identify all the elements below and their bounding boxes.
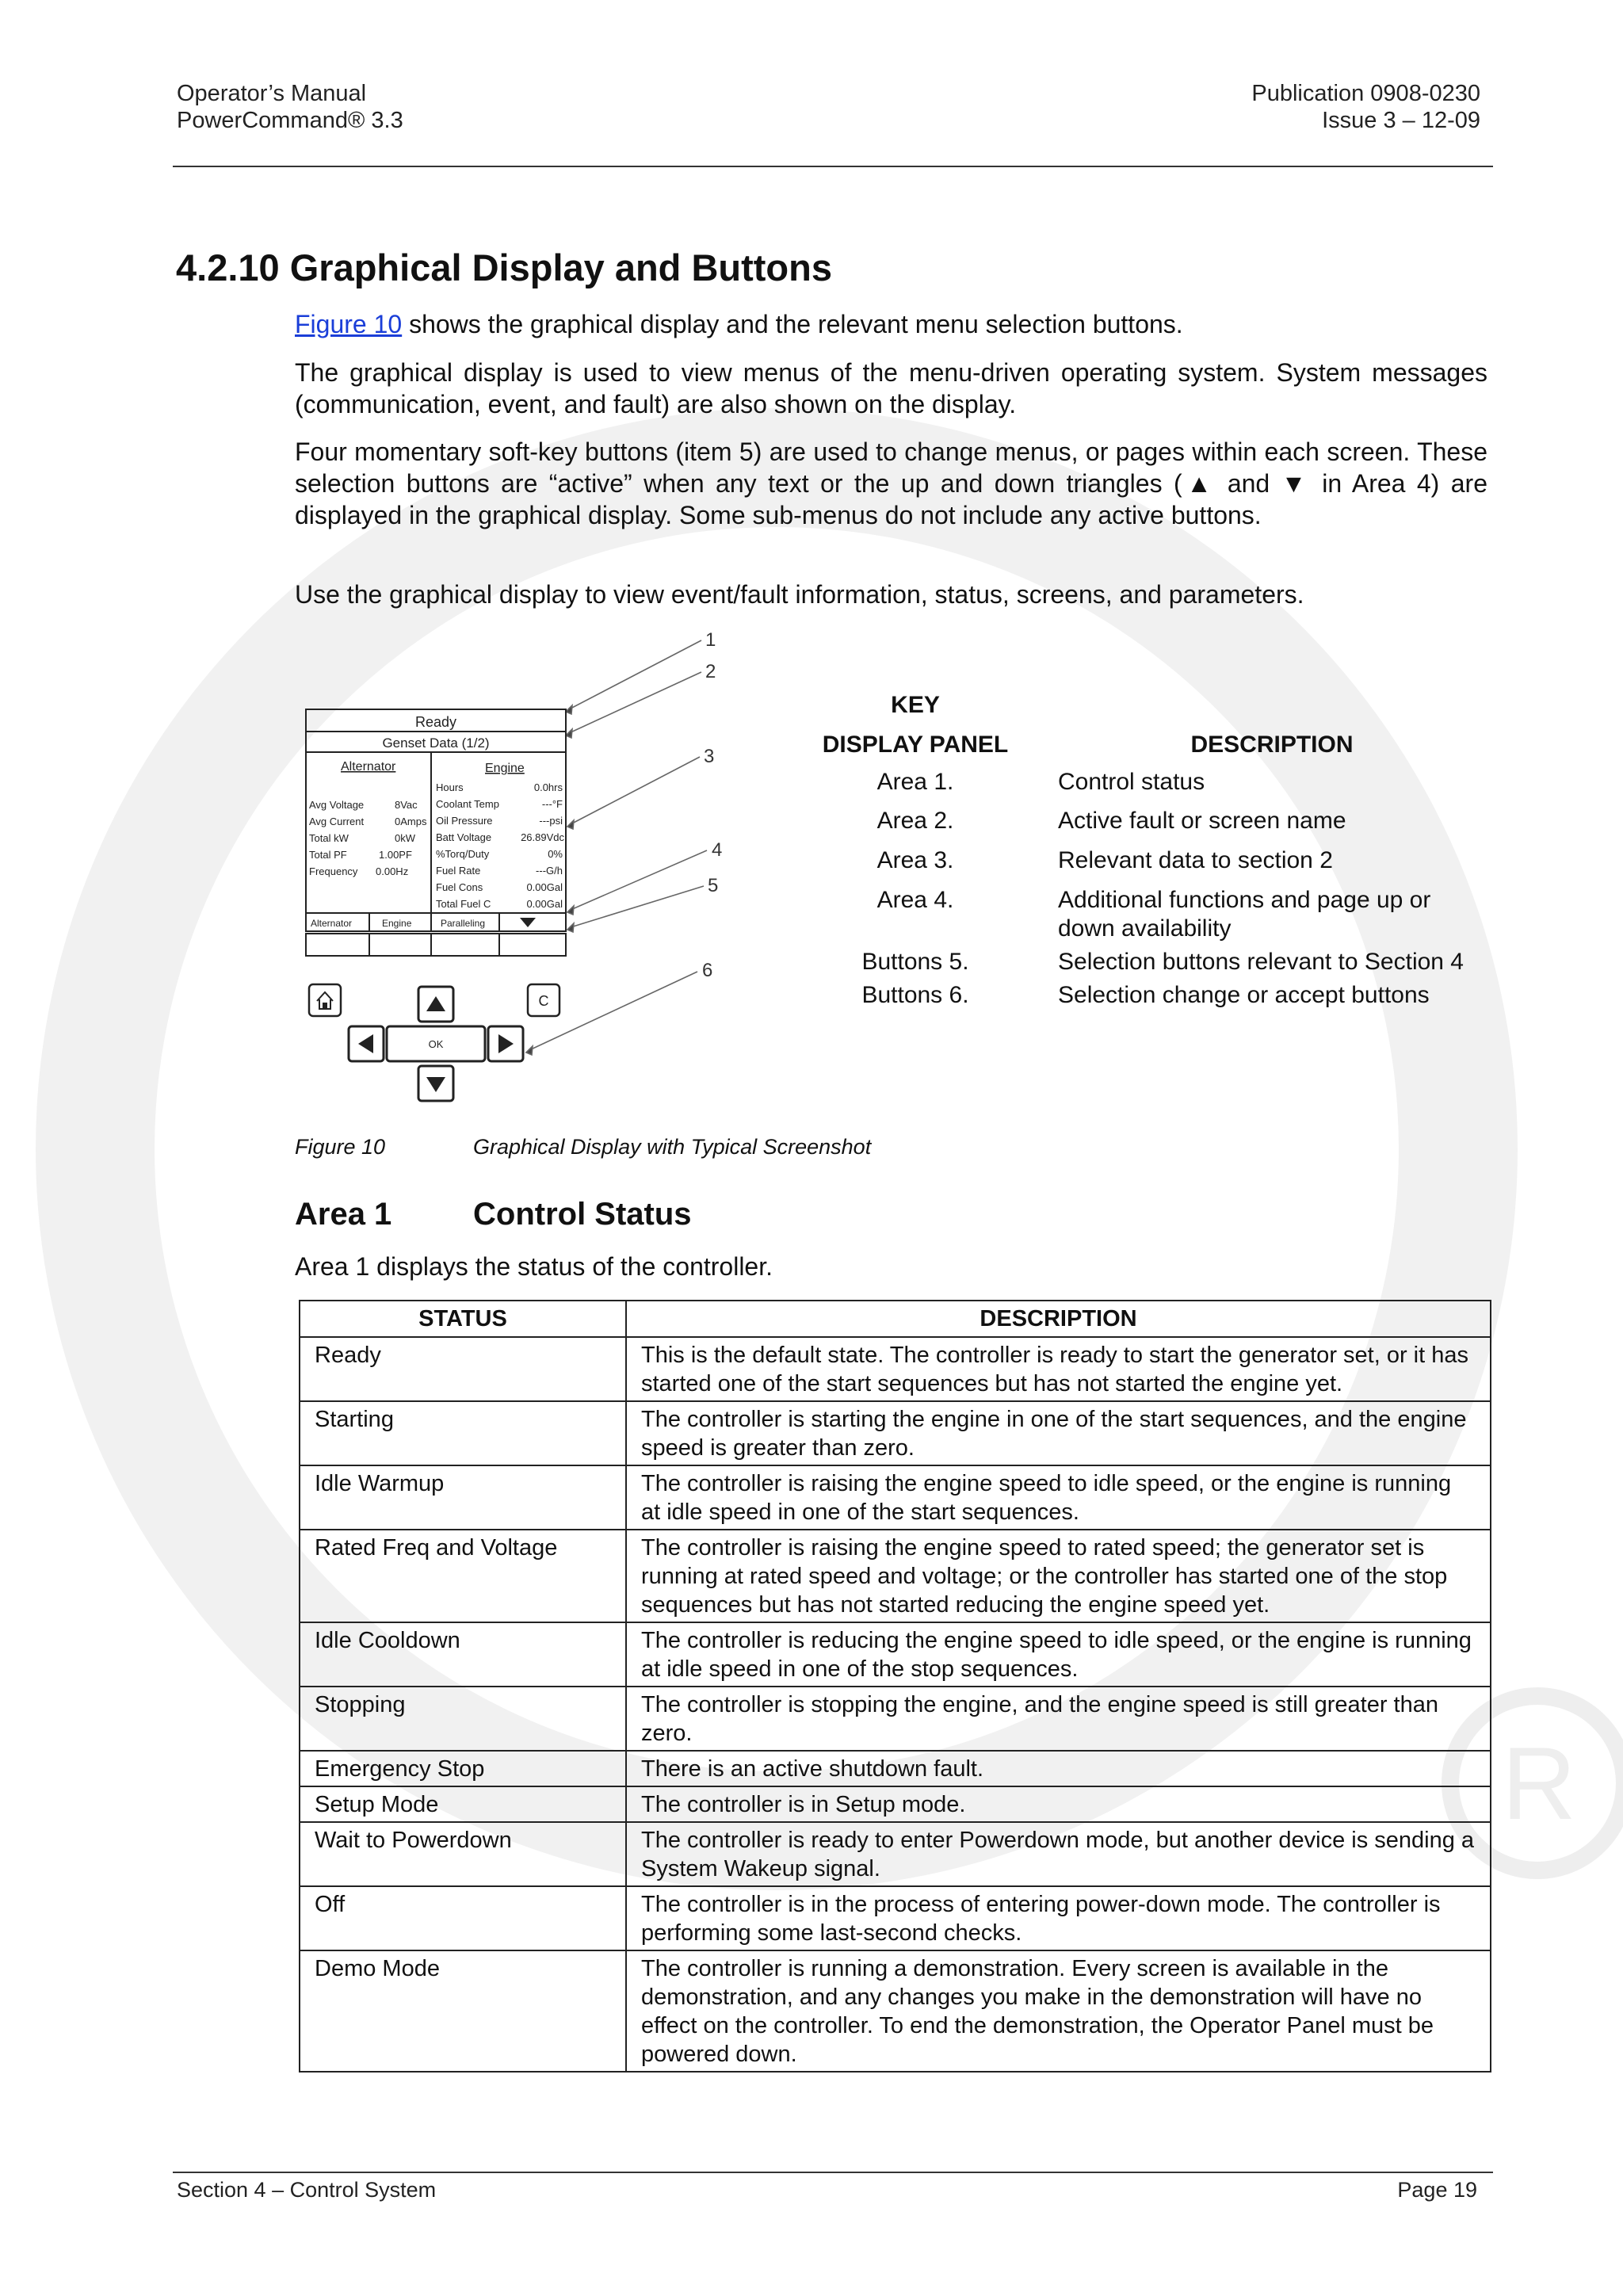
softkey-label-alternator: Alternator	[311, 918, 353, 929]
status-cell: Idle Warmup	[300, 1465, 626, 1530]
intro-paragraph-text: shows the graphical display and the relevant menu selection buttons.	[402, 310, 1183, 338]
callout-2: 2	[705, 661, 716, 682]
key-col-description-header: DESCRIPTION	[1190, 732, 1354, 758]
alt-row-label: Avg Voltage	[309, 799, 365, 811]
callout-4: 4	[712, 839, 723, 861]
section-title: 4.2.10 Graphical Display and Buttons	[176, 246, 832, 288]
home-button[interactable]	[309, 984, 341, 1016]
screen-col-engine: Engine	[485, 762, 525, 775]
eng-row-label: %Torq/Duty	[436, 848, 490, 860]
cancel-button[interactable]	[528, 984, 559, 1016]
header-rule	[173, 166, 1493, 167]
eng-row-value: 0.0hrs	[533, 781, 563, 793]
footer-page-number: Page 19	[1397, 2178, 1477, 2202]
intro-paragraph	[295, 308, 1487, 340]
page-down-triangle-icon	[520, 918, 536, 927]
key-desc-cell: Relevant data to section 2	[1058, 847, 1333, 873]
eng-row-value: ---G/h	[536, 865, 563, 877]
screen-status-text: Ready	[414, 714, 457, 730]
figure-caption-text: Graphical Display with Typical Screenshot	[473, 1135, 872, 1159]
description-cell: The controller is in the process of entering power-down mode. The controller is performing some last-second checks.	[626, 1886, 1491, 1950]
key-desc-cell: Selection buttons relevant to Section 4	[1058, 949, 1464, 975]
key-desc-cell: Control status	[1058, 769, 1205, 795]
softkey-label-engine: Engine	[382, 918, 412, 929]
callout-5: 5	[708, 875, 719, 896]
footer-rule	[173, 2172, 1493, 2173]
up-button[interactable]	[418, 987, 453, 1022]
description-cell: The controller is raising the engine speed to idle speed, or the engine is running at idle speed in one of the start sequences.	[626, 1465, 1491, 1530]
description-cell: The controller is reducing the engine speed to idle speed, or the engine is running at idle speed in one of the stop sequences.	[626, 1622, 1491, 1687]
description-cell: The controller is running a demonstration. Every screen is available in the demonstration, and any changes you make in the demonstration will have no effect on the controller. To end the demonstration, the Operator Panel must be powered down.	[626, 1950, 1491, 2072]
key-panel-cell: Buttons 5.	[861, 949, 969, 975]
eng-row-value: ---°F	[541, 798, 563, 810]
key-desc-cell: Selection change or accept buttons	[1058, 982, 1430, 1008]
table-row	[300, 1886, 1491, 1950]
area1-intro: Area 1 displays the status of the controller.	[295, 1252, 773, 1281]
table-row	[300, 1530, 1491, 1622]
eng-row-value: 0.00Gal	[526, 898, 563, 910]
header-publication: Publication 0908-0230	[1251, 81, 1480, 106]
status-cell: Demo Mode	[300, 1950, 626, 2072]
alt-row-value: 0kW	[395, 832, 415, 844]
alt-row-label: Total kW	[309, 832, 349, 844]
figure-caption-label: Figure 10	[295, 1135, 386, 1159]
ok-button-label: OK	[428, 1038, 444, 1050]
softkey-label-paralleling: Paralleling	[441, 918, 486, 929]
status-table-header	[300, 1301, 1491, 1337]
display-panel-figure	[301, 626, 729, 1117]
area1-title: Control Status	[473, 1197, 692, 1232]
eng-row-label: Fuel Rate	[436, 865, 481, 877]
table-row	[300, 1401, 1491, 1465]
status-cell: Emergency Stop	[300, 1751, 626, 1786]
callout-3: 3	[704, 746, 715, 767]
down-button[interactable]	[418, 1066, 453, 1101]
status-cell: Ready	[300, 1337, 626, 1401]
status-cell: Idle Cooldown	[300, 1622, 626, 1687]
status-table	[299, 1300, 1491, 2073]
key-title: KEY	[891, 692, 940, 718]
description-column-header: DESCRIPTION	[626, 1301, 1491, 1337]
key-panel-cell: Area 4.	[876, 887, 954, 913]
callout-6: 6	[702, 960, 713, 981]
key-col-panel-header: DISPLAY PANEL	[822, 732, 1009, 758]
eng-row-label: Batt Voltage	[436, 831, 492, 843]
callout-1: 1	[705, 629, 716, 651]
figure-10-link[interactable]: Figure 10	[295, 310, 403, 338]
header-issue: Issue 3 – 12-09	[1322, 108, 1480, 133]
ok-button[interactable]	[387, 1026, 485, 1061]
screen-name-text: Genset Data (1/2)	[382, 735, 490, 751]
area1-label: Area 1	[295, 1197, 392, 1232]
softkey-paragraph: Four momentary soft-key buttons (item 5) are used to change menus, or pages within each screen. These selection buttons are “active” when any text or the up and down triangles (▲ and ▼ in Area 4) are displayed in the graphical display. Some sub-menus do not include any active buttons.	[295, 437, 1487, 529]
status-column-header: STATUS	[300, 1301, 626, 1337]
status-cell: Wait to Powerdown	[300, 1822, 626, 1886]
table-row	[300, 1465, 1491, 1530]
alt-row-label: Total PF	[309, 849, 347, 861]
table-row	[300, 1822, 1491, 1886]
table-row	[300, 1950, 1491, 2072]
status-cell: Stopping	[300, 1687, 626, 1751]
alt-row-label: Frequency	[309, 865, 358, 877]
key-panel-cell: Area 1.	[876, 769, 954, 795]
table-row	[300, 1622, 1491, 1687]
eng-row-value: 0.00Gal	[526, 881, 563, 893]
header-product-name: PowerCommand® 3.3	[177, 108, 403, 133]
left-button[interactable]	[349, 1026, 384, 1061]
alt-row-value: 0.00Hz	[376, 865, 409, 877]
status-cell: Off	[300, 1886, 626, 1950]
eng-row-value: 26.89Vdc	[521, 831, 564, 843]
eng-row-label: Oil Pressure	[436, 815, 493, 827]
right-button[interactable]	[488, 1026, 523, 1061]
display-paragraph: The graphical display is used to view menus of the menu-driven operating system. System messages (communication, event, and fault) are also shown on the display.	[295, 358, 1487, 418]
cancel-button-label: C	[538, 993, 549, 1009]
description-cell: The controller is starting the engine in one of the start sequences, and the engine speed is greater than zero.	[626, 1401, 1491, 1465]
footer-section: Section 4 – Control System	[177, 2178, 437, 2202]
alt-row-value: 8Vac	[395, 799, 418, 811]
eng-row-label: Hours	[436, 781, 464, 793]
svg-text:R: R	[1502, 1725, 1576, 1841]
eng-row-value: 0%	[548, 848, 563, 860]
alt-row-label: Avg Current	[309, 816, 365, 827]
description-cell: The controller is ready to enter Powerdown mode, but another device is sending a System Wakeup signal.	[626, 1822, 1491, 1886]
table-row	[300, 1751, 1491, 1786]
description-cell: There is an active shutdown fault.	[626, 1751, 1491, 1786]
key-panel-cell: Area 2.	[876, 808, 954, 834]
usage-paragraph: Use the graphical display to view event/fault information, status, screens, and parameters.	[295, 580, 1304, 609]
description-cell: This is the default state. The controller is ready to start the generator set, or it has started one of the start sequences but has not started the engine yet.	[626, 1337, 1491, 1401]
key-panel-cell: Buttons 6.	[861, 982, 969, 1008]
screen-col-alternator: Alternator	[341, 760, 396, 774]
eng-row-label: Total Fuel C	[436, 898, 491, 910]
alt-row-value: 0Amps	[395, 816, 427, 827]
description-cell: The controller is in Setup mode.	[626, 1786, 1491, 1822]
header-manual-title: Operator’s Manual	[177, 81, 367, 106]
key-desc-cell: Active fault or screen name	[1058, 808, 1346, 834]
alt-row-value: 1.00PF	[379, 849, 412, 861]
key-panel-cell: Area 3.	[876, 847, 954, 873]
eng-row-label: Coolant Temp	[436, 798, 499, 810]
key-desc-cell: Additional functions and page up or down availability	[1058, 887, 1431, 942]
eng-row-value: ---psi	[539, 815, 563, 827]
table-row	[300, 1687, 1491, 1751]
status-cell: Rated Freq and Voltage	[300, 1530, 626, 1622]
eng-row-label: Fuel Cons	[436, 881, 483, 893]
status-cell: Starting	[300, 1401, 626, 1465]
description-cell: The controller is raising the engine speed to rated speed; the generator set is running at rated speed and voltage; or the controller has started one of the stop sequences but has not started reducing the engine speed yet.	[626, 1530, 1491, 1622]
table-row	[300, 1786, 1491, 1822]
table-row	[300, 1337, 1491, 1401]
description-cell: The controller is stopping the engine, and the engine speed is still greater than zero.	[626, 1687, 1491, 1751]
status-cell: Setup Mode	[300, 1786, 626, 1822]
